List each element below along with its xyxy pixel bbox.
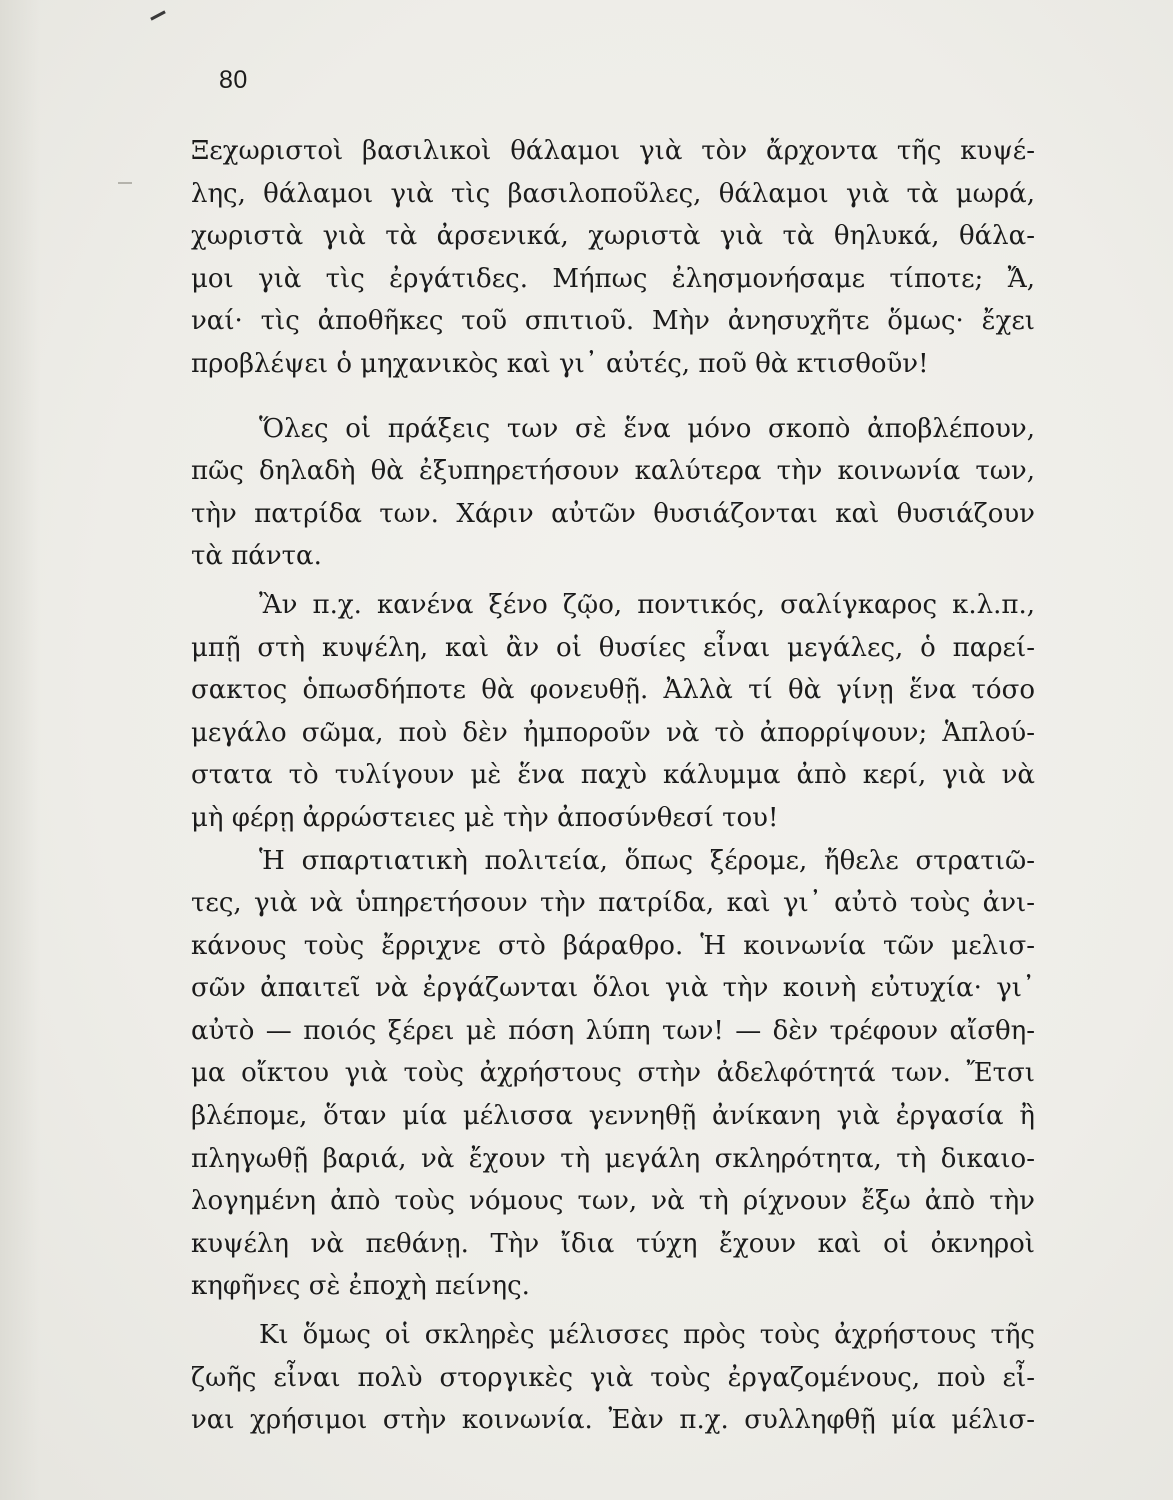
text-line: μοι γιὰ τὶς ἐργάτιδες. Μήπως ἐλησμονήσαμε τίποτε; Ἄ, — [191, 263, 1035, 294]
text-line: τὰ πάντα. — [191, 541, 322, 572]
text-line: κηφῆνες σὲ ἐποχὴ πείνης. — [191, 1271, 530, 1302]
paragraph-gap — [191, 386, 1035, 408]
margin-dash-mark — [118, 182, 132, 184]
text-line: Κι ὅμως οἱ σκληρὲς μέλισσες πρὸς τοὺς ἀχρήστους τῆς — [259, 1320, 1035, 1351]
text-line: Ξεχωριστοὶ βασιλικοὶ θάλαμοι γιὰ τὸν ἄρχοντα τῆς κυψέ- — [191, 136, 1035, 166]
page-number: 80 — [219, 66, 248, 94]
text-line: λης, θάλαμοι γιὰ τὶς βασιλοποῦλες, θάλαμοι γιὰ τὰ μωρά, — [191, 178, 1035, 209]
page-fold-shadow — [0, 0, 40, 1500]
text-line: Ἡ σπαρτιατικὴ πολιτεία, ὅπως ξέρομε, ἤθελε στρατιῶ- — [259, 845, 1035, 876]
text-line: κάνους τοὺς ἔρριχνε στὸ βάραθρο. Ἡ κοινωνία τῶν μελισ- — [191, 930, 1035, 961]
text-line: μπῇ στὴ κυψέλη, καὶ ἂν οἱ θυσίες εἶναι μεγάλες, ὁ παρεί- — [191, 632, 1035, 663]
text-line: Ἂν π.χ. κανένα ξένο ζῷο, ποντικός, σαλίγκαρος κ.λ.π., — [259, 589, 1035, 620]
body-text — [191, 130, 1035, 1442]
text-line: ζωῆς εἶναι πολὺ στοργικὲς γιὰ τοὺς ἐργαζομένους, ποὺ εἶ- — [191, 1362, 1035, 1393]
text-line: χωριστὰ γιὰ τὰ ἀρσενικά, χωριστὰ γιὰ τὰ θηλυκά, θάλα- — [191, 221, 1035, 252]
text-line: μὴ φέρῃ ἀρρώστειες μὲ τὴν ἀποσύνθεσί του! — [191, 802, 779, 833]
text-line: βλέπομε, ὅταν μία μέλισσα γεννηθῇ ἀνίκανη γιὰ ἐργασία ἢ — [191, 1101, 1035, 1132]
text-line: στατα τὸ τυλίγουν μὲ ἕνα παχὺ κάλυμμα ἀπὸ κερί, γιὰ νὰ — [191, 760, 1035, 791]
text-line: τες, γιὰ νὰ ὑπηρετήσουν τὴν πατρίδα, καὶ γι᾿ αὐτὸ τοὺς ἀνι- — [191, 888, 1035, 919]
text-line: κυψέλη νὰ πεθάνῃ. Τὴν ἴδια τύχη ἔχουν καὶ οἱ ὀκνηροὶ — [191, 1228, 1035, 1259]
text-line: μα οἴκτου γιὰ τοὺς ἀχρήστους στὴν ἀδελφότητά των. Ἔτσι — [191, 1058, 1035, 1089]
text-line: πῶς δηλαδὴ θὰ ἐξυπηρετήσουν καλύτερα τὴν κοινωνία των, — [191, 456, 1035, 487]
text-line: λογημένη ἀπὸ τοὺς νόμους των, νὰ τὴ ρίχνουν ἔξω ἀπὸ τὴν — [191, 1186, 1035, 1217]
text-line: σῶν ἀπαιτεῖ νὰ ἐργάζωνται ὅλοι γιὰ τὴν κοινὴ εὐτυχία· γι᾿ — [191, 973, 1035, 1004]
text-line: ναι χρήσιμοι στὴν κοινωνία. Ἐὰν π.χ. συλληφθῇ μία μέλισ- — [191, 1405, 1035, 1436]
text-line: τὴν πατρίδα των. Χάριν αὐτῶν θυσιάζονται καὶ θυσιάζουν — [191, 498, 1035, 529]
text-line: ναί· τὶς ἀποθῆκες τοῦ σπιτιοῦ. Μὴν ἀνησυχῆτε ὅμως· ἔχει — [191, 306, 1035, 337]
pen-tick-mark — [150, 10, 166, 20]
text-line: μεγάλο σῶμα, ποὺ δὲν ἠμποροῦν νὰ τὸ ἀπορρίψουν; Ἁπλού- — [191, 717, 1035, 748]
text-line: Ὅλες οἱ πράξεις των σὲ ἕνα μόνο σκοπὸ ἀποβλέπουν, — [259, 413, 1035, 444]
text-line: αὐτὸ — ποιός ξέρει μὲ πόση λύπη των! — δὲν τρέφουν αἴσθη- — [191, 1015, 1035, 1046]
text-line: προβλέψει ὁ μηχανικὸς καὶ γι᾿ αὐτές, ποῦ θὰ κτισθοῦν! — [191, 348, 929, 379]
text-line: πληγωθῇ βαριά, νὰ ἔχουν τὴ μεγάλη σκληρότητα, τὴ δικαιο- — [191, 1143, 1035, 1174]
text-line: σακτος ὁπωσδήποτε θὰ φονευθῇ. Ἀλλὰ τί θὰ γίνῃ ἕνα τόσο — [191, 675, 1035, 706]
